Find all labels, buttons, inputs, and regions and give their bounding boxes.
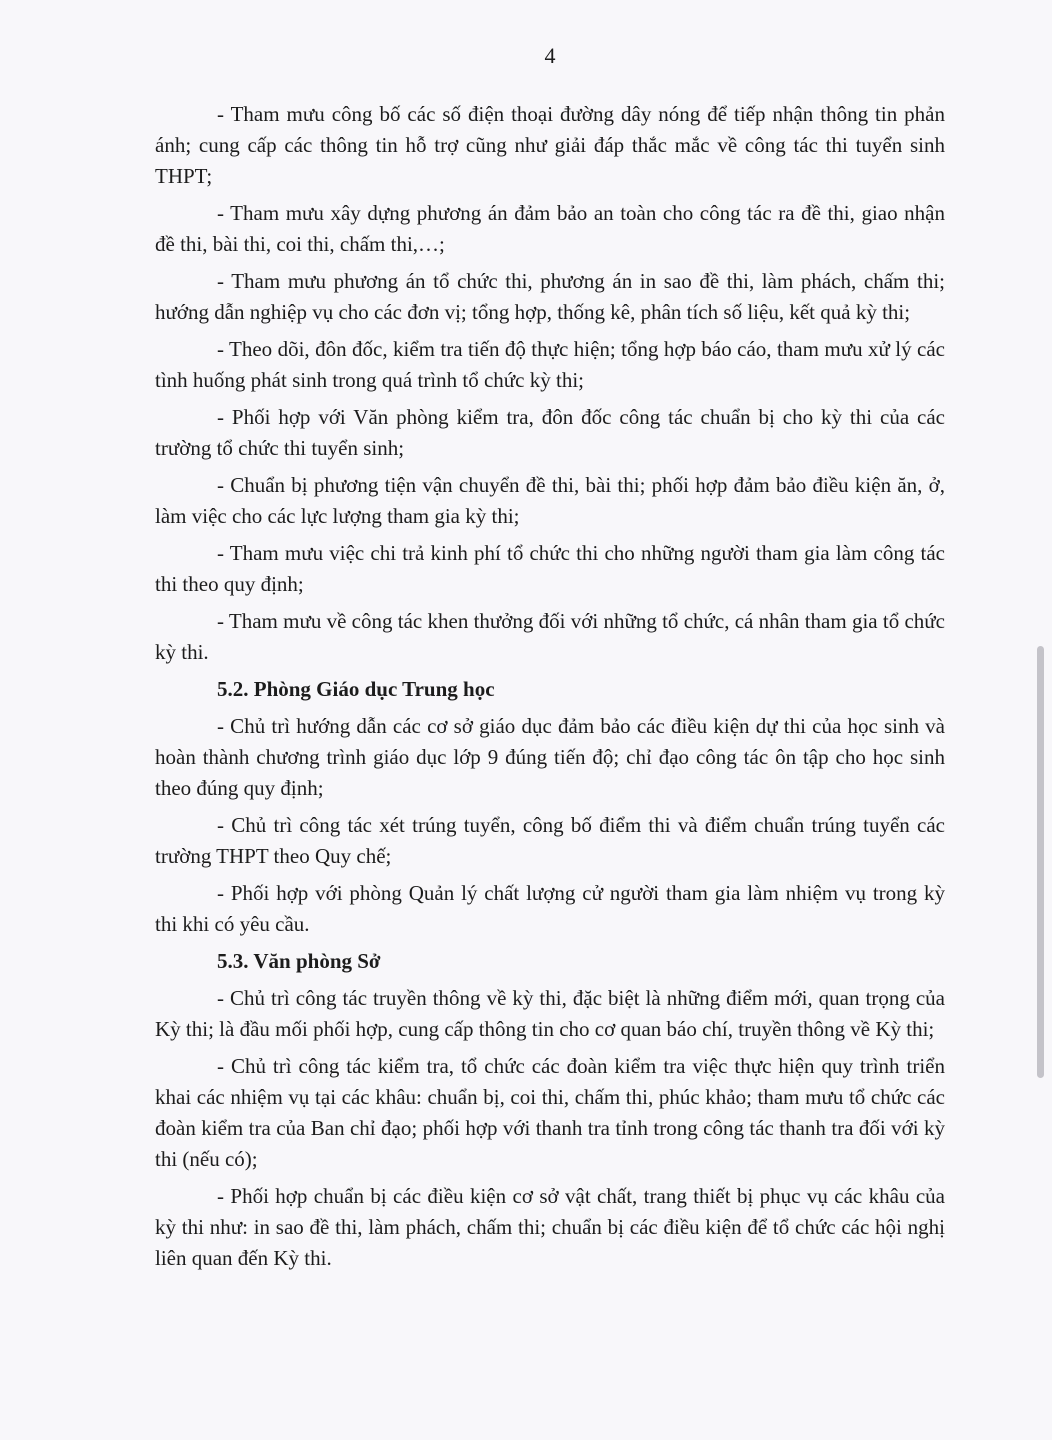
paragraph: - Chủ trì hướng dẫn các cơ sở giáo dục đảm bảo các điều kiện dự thi của học sinh và hoàn thành chương trình giáo dục lớp 9 đúng tiến độ; chỉ đạo công tác ôn tập cho học sinh theo đúng quy định; [155,714,945,800]
paragraph: - Phối hợp với Văn phòng kiểm tra, đôn đốc công tác chuẩn bị cho kỳ thi của các trường tổ chức thi tuyển sinh; [155,405,945,460]
paragraph: - Tham mưu về công tác khen thưởng đối với những tổ chức, cá nhân tham gia tổ chức kỳ thi. [155,609,945,664]
paragraph: - Tham mưu công bố các số điện thoại đường dây nóng để tiếp nhận thông tin phản ánh; cung cấp các thông tin hỗ trợ cũng như giải đáp thắc mắc về công tác thi tuyển sinh THPT; [155,102,945,188]
paragraph: - Phối hợp với phòng Quản lý chất lượng cử người tham gia làm nhiệm vụ trong kỳ thi khi có yêu cầu. [155,881,945,936]
paragraph: - Chủ trì công tác xét trúng tuyển, công bố điểm thi và điểm chuẩn trúng tuyển các trường THPT theo Quy chế; [155,813,945,868]
paragraph: - Tham mưu xây dựng phương án đảm bảo an toàn cho công tác ra đề thi, giao nhận đề thi, bài thi, coi thi, chấm thi,…; [155,201,945,256]
paragraph: - Phối hợp chuẩn bị các điều kiện cơ sở vật chất, trang thiết bị phục vụ các khâu của kỳ thi như: in sao đề thi, làm phách, chấm thi; chuẩn bị các điều kiện để tổ chức các hội nghị liên quan đến Kỳ thi. [155,1184,945,1270]
section-heading-5-2: 5.2. Phòng Giáo dục Trung học [217,677,495,701]
paragraph: - Chuẩn bị phương tiện vận chuyển đề thi, bài thi; phối hợp đảm bảo điều kiện ăn, ở, làm việc cho các lực lượng tham gia kỳ thi; [155,473,945,528]
paragraph: - Tham mưu phương án tổ chức thi, phương án in sao đề thi, làm phách, chấm thi; hướng dẫn nghiệp vụ cho các đơn vị; tổng hợp, thống kê, phân tích số liệu, kết quả kỳ thi; [155,269,945,324]
page-number: 4 [544,43,556,68]
vertical-scrollbar[interactable] [1037,646,1044,1078]
paragraph: - Chủ trì công tác truyền thông về kỳ thi, đặc biệt là những điểm mới, quan trọng của Kỳ thi; là đầu mối phối hợp, cung cấp thông tin cho cơ quan báo chí, truyền thông về Kỳ thi; [155,986,945,1041]
section-heading-5-3: 5.3. Văn phòng Sở [217,949,381,973]
paragraph: - Chủ trì công tác kiểm tra, tổ chức các đoàn kiểm tra việc thực hiện quy trình triển khai các nhiệm vụ tại các khâu: chuẩn bị, coi thi, chấm thi, phúc khảo; tham mưu tổ chức các đoàn kiểm tra của Ban chỉ đạo; phối hợp với thanh tra tỉnh trong công tác thanh tra đối với kỳ thi (nếu có); [155,1054,945,1171]
paragraph: - Tham mưu việc chi trả kinh phí tổ chức thi cho những người tham gia làm công tác thi theo quy định; [155,541,945,596]
paragraph: - Theo dõi, đôn đốc, kiểm tra tiến độ thực hiện; tổng hợp báo cáo, tham mưu xử lý các tình huống phát sinh trong quá trình tổ chức kỳ thi; [155,337,945,392]
document-body [155,99,945,1280]
